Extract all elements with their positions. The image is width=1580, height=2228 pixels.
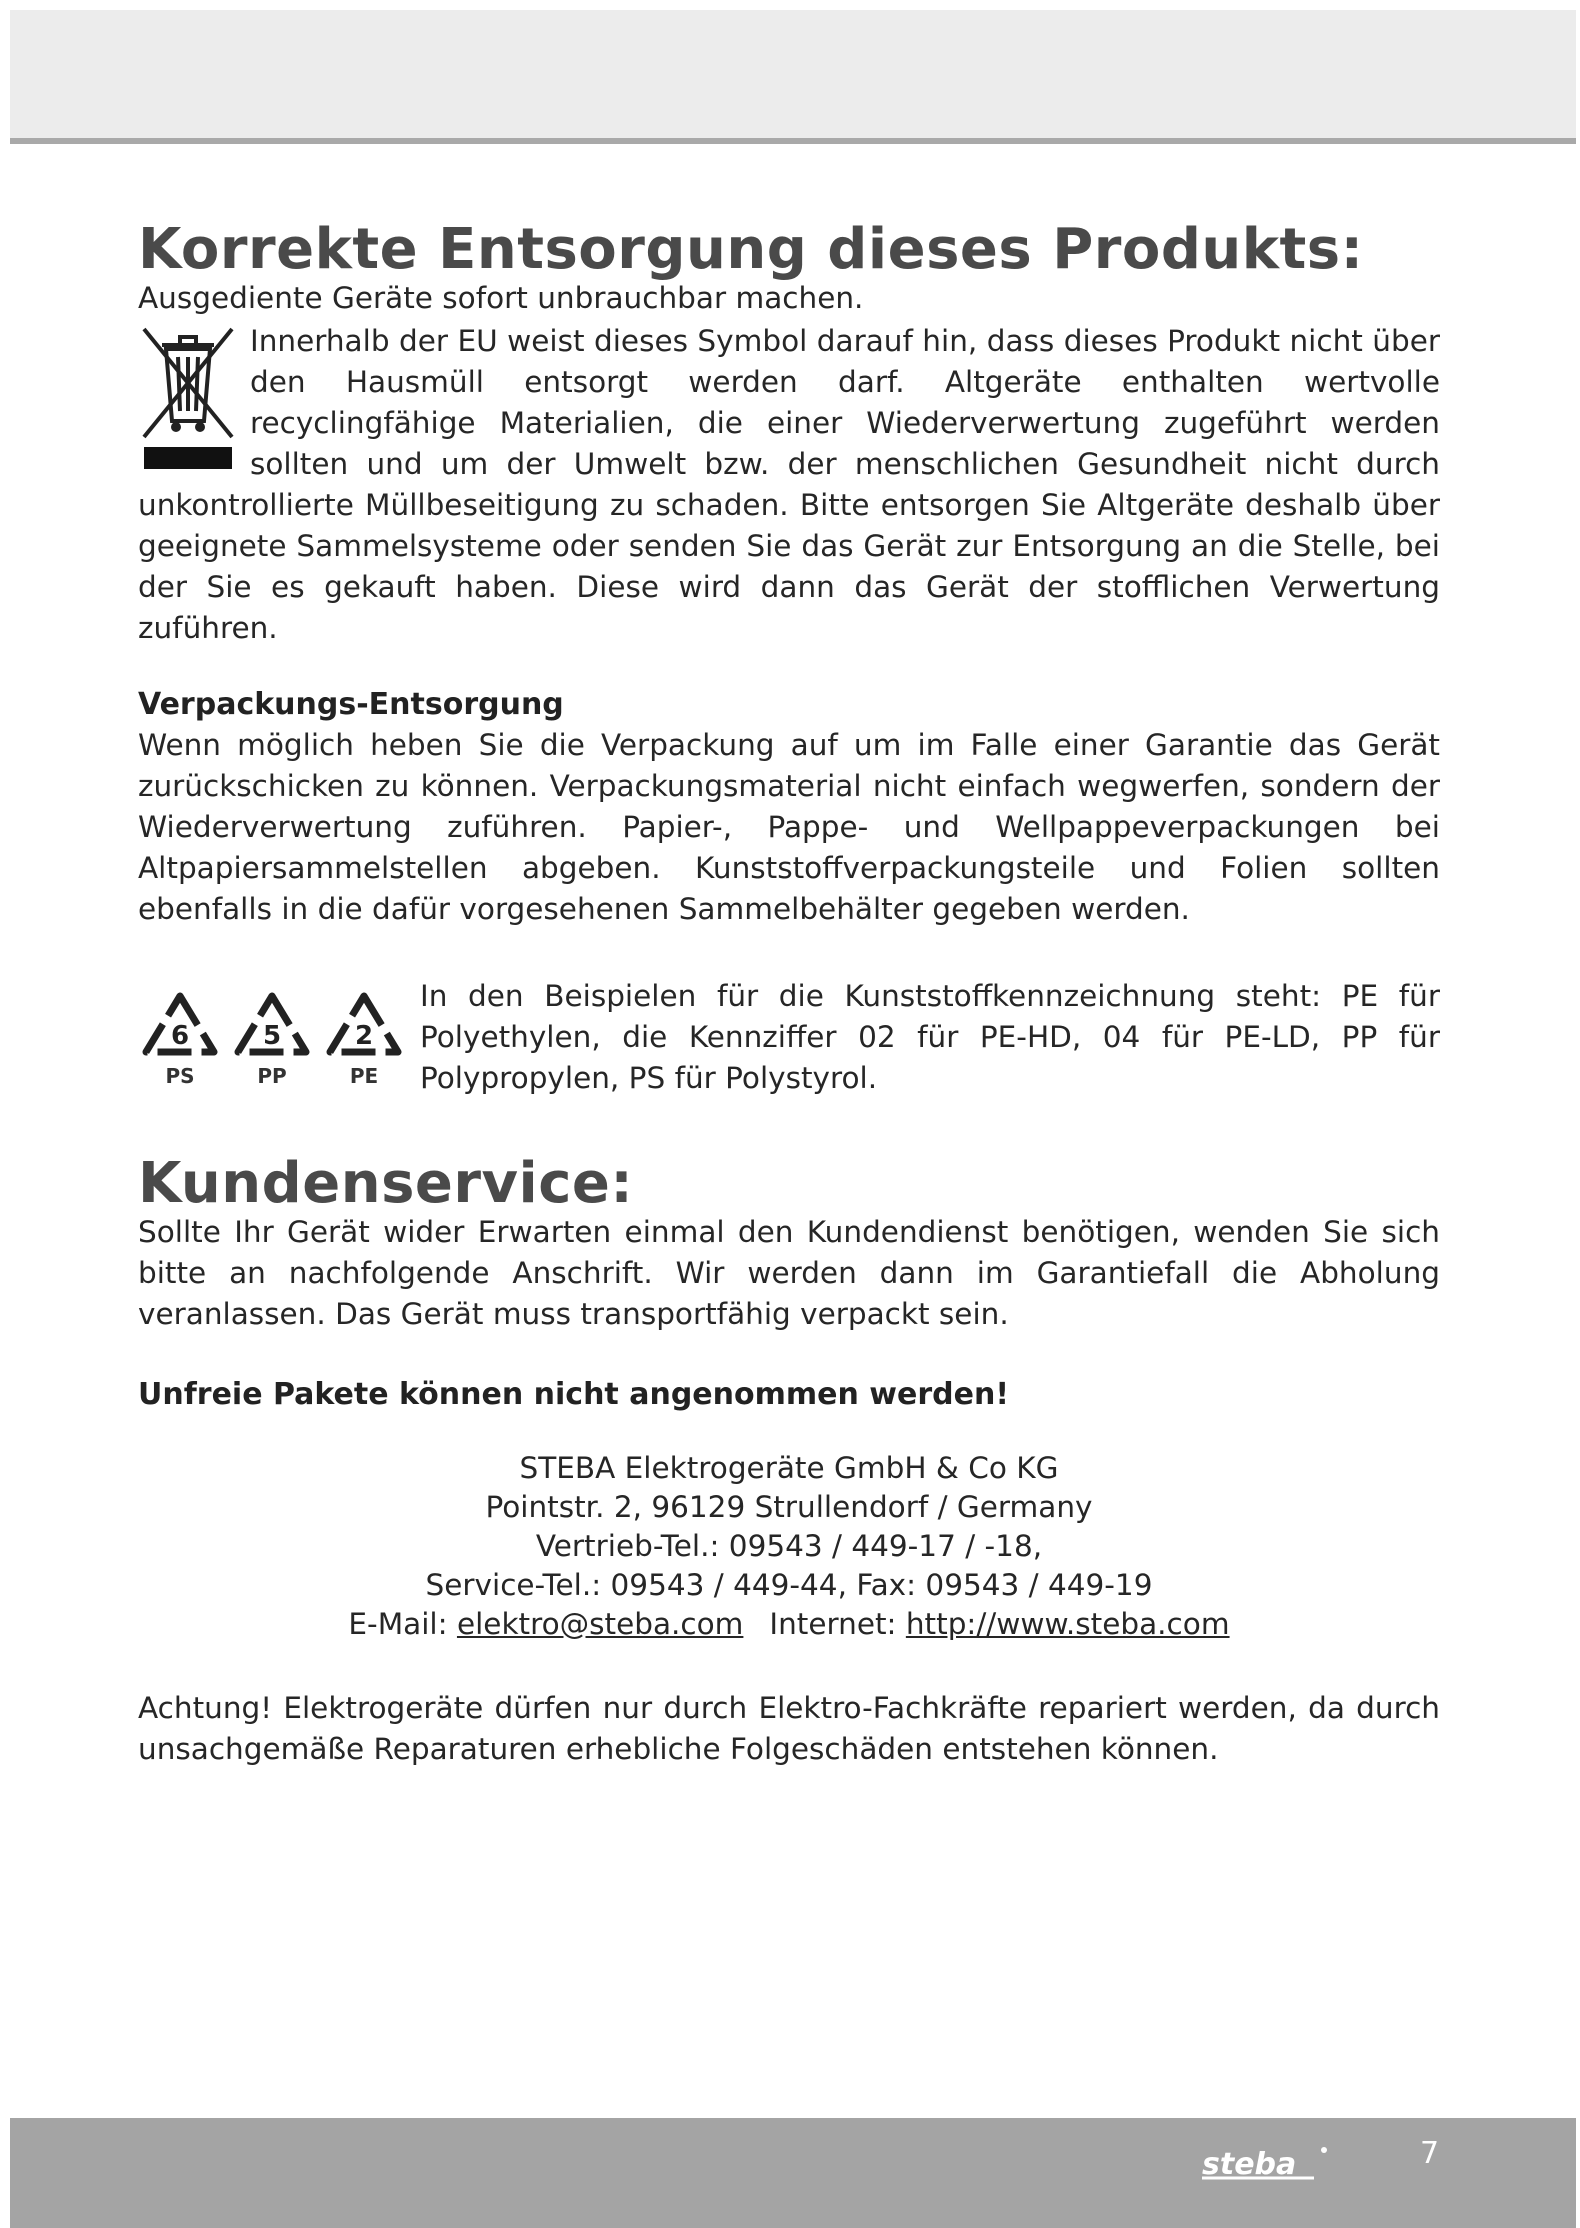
recycling-code-pp bbox=[230, 990, 314, 1120]
packaging-paragraph: Wenn möglich heben Sie die Verpackung auf um im Falle einer Garantie das Gerät zurückschicken zu können. Verpackungsmaterial nicht einfach wegwerfen, sondern der Wiederverwertung zuführen. Papier-, Pappe- und Wellpappeverpackungen bei Altpapiersammelstellen abgeben. Kunststoffverpackungsteile und Folien sollten ebenfalls in die dafür vorgesehenen Sammelbehälter gegeben werden. bbox=[138, 728, 1440, 926]
internet-link[interactable]: http://www.steba.com bbox=[905, 1607, 1230, 1641]
header-band bbox=[10, 10, 1576, 144]
disposal-paragraph: Innerhalb der EU weist dieses Symbol darauf hin, dass dieses Produkt nicht über den Hausmüll entsorgt werden darf. Altgeräte enthalten wertvolle recyclingfähige Materialien, die einer Wiederverwertung zugeführt werden sollten und um der Umwelt bzw. der menschlichen Gesundheit nicht durch unkontrollierte Müllbeseitigung zu schaden. Bitte entsorgen Sie Altgeräte deshalb über geeignete Sammelsysteme oder senden Sie das Gerät zur Entsorgung an die Stelle, bei der Sie es gekauft haben. Diese wird dann das Gerät der stofflichen Verwertung zuführen. bbox=[138, 324, 1440, 645]
recycling-section bbox=[138, 976, 1440, 1120]
recycle-label: PP bbox=[257, 1064, 287, 1088]
recycling-icons bbox=[138, 976, 420, 1120]
crossed-bin-icon bbox=[138, 325, 238, 475]
address-street: Pointstr. 2, 96129 Strullendorf / Germany bbox=[485, 1490, 1093, 1524]
logo-text: steba bbox=[1202, 2147, 1297, 2182]
recycle-label: PE bbox=[349, 1064, 379, 1088]
page-number: 7 bbox=[1420, 2136, 1440, 2171]
email-label: E-Mail: bbox=[348, 1607, 457, 1641]
recycle-label: PS bbox=[165, 1064, 195, 1088]
disposal-subtitle: Ausgediente Geräte sofort unbrauchbar machen. bbox=[138, 281, 864, 315]
service-paragraph: Sollte Ihr Gerät wider Erwarten einmal den Kundendienst benötigen, wenden Sie sich bitte an nachfolgende Anschrift. Wir werden dann im Garantiefall die Abholung veranlassen. Das Gerät muss transportfähig verpackt sein. bbox=[138, 1215, 1440, 1331]
steba-logo bbox=[1196, 2134, 1346, 2194]
disposal-title: Korrekte Entsorgung dieses Produkts: bbox=[138, 217, 1364, 282]
address-sales-tel: Vertrieb-Tel.: 09543 / 449-17 / -18, bbox=[535, 1529, 1043, 1563]
recycle-triangle-icon bbox=[138, 990, 222, 1058]
recycle-triangle-icon bbox=[230, 990, 314, 1058]
recycle-number: 6 bbox=[170, 1021, 190, 1051]
recycle-number: 2 bbox=[354, 1021, 374, 1051]
packaging-heading: Verpackungs-Entsorgung bbox=[138, 687, 564, 722]
recycling-code-pe bbox=[322, 990, 406, 1120]
address-block bbox=[138, 1449, 1440, 1644]
page-content bbox=[138, 216, 1440, 1770]
weee-block bbox=[138, 321, 1440, 649]
internet-label: Internet: bbox=[769, 1607, 906, 1641]
service-title: Kundenservice: bbox=[138, 1151, 634, 1216]
recycle-number: 5 bbox=[262, 1021, 282, 1051]
address-company: STEBA Elektrogeräte GmbH & Co KG bbox=[519, 1451, 1059, 1485]
recycling-text: In den Beispielen für die Kunststoffkennzeichnung steht: PE für Polyethylen, die Kennziffer 02 für PE-HD, 04 für PE-LD, PP für Polypropylen, PS für Polystyrol. bbox=[420, 979, 1440, 1095]
recycle-triangle-icon bbox=[322, 990, 406, 1058]
address-service-tel: Service-Tel.: 09543 / 449-44, Fax: 09543 / 449-19 bbox=[425, 1568, 1153, 1602]
repair-notice: Achtung! Elektrogeräte dürfen nur durch Elektro-Fachkräfte repariert werden, da durch unsachgemäße Reparaturen erhebliche Folgeschäden entstehen können. bbox=[138, 1691, 1440, 1766]
email-link[interactable]: elektro@steba.com bbox=[456, 1607, 744, 1641]
service-warning: Unfreie Pakete können nicht angenommen werden! bbox=[138, 1377, 1009, 1412]
recycling-code-ps bbox=[138, 990, 222, 1120]
address-contact bbox=[138, 1605, 1440, 1644]
